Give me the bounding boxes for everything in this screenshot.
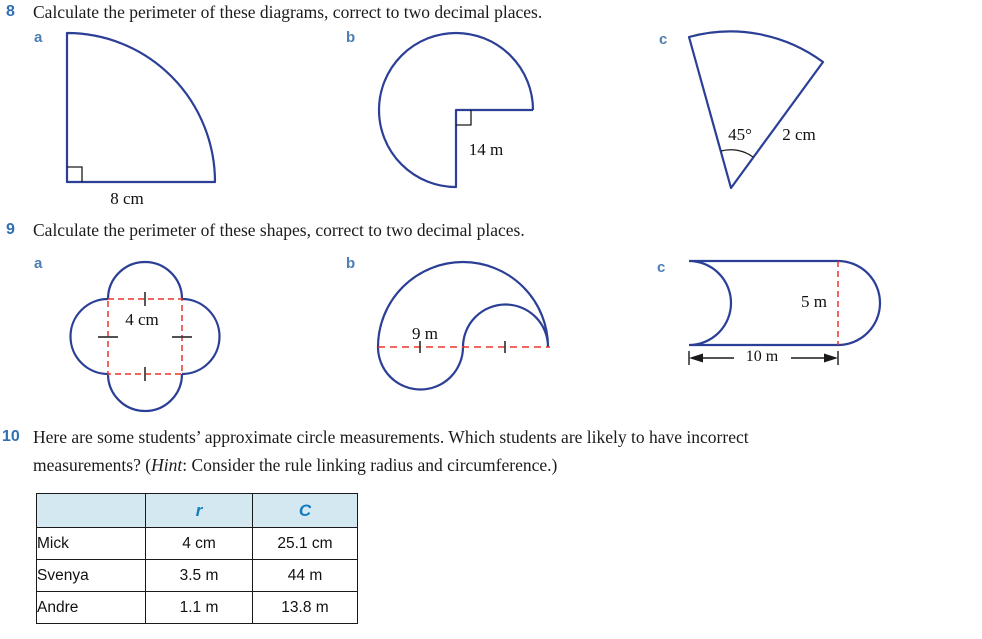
radius-value: 3.5 m <box>146 560 253 592</box>
hint-suffix: : Consider the rule linking radius and circumference.) <box>182 455 558 475</box>
equal-length-ticks <box>98 292 192 381</box>
length-label-9c: 10 m <box>745 348 779 365</box>
table-row <box>37 560 358 592</box>
question-text-line1: Here are some students’ approximate circle measurements. Which students are likely to have incorrect <box>33 427 749 447</box>
hint-word: Hint <box>151 455 183 475</box>
radius-label-8a: 8 cm <box>110 189 144 208</box>
table-row <box>37 528 358 560</box>
diagram-9a-clover <box>71 262 220 411</box>
header-cell-blank <box>37 494 146 528</box>
part-letter-8c: c <box>659 31 668 48</box>
angle-arc-marker <box>721 150 753 157</box>
part-letter-9b: b <box>346 255 356 272</box>
arrowhead-right <box>824 354 838 363</box>
measurements-table <box>36 493 358 624</box>
arrowhead-left <box>689 354 703 363</box>
diagram-8b-three-quarter-circle <box>379 33 533 187</box>
clover-petals <box>71 262 220 411</box>
circumference-value: 25.1 cm <box>253 528 358 560</box>
part-letter-9c: c <box>657 259 666 276</box>
hint-prefix: measurements? ( <box>33 455 152 475</box>
circumference-value: 44 m <box>253 560 358 592</box>
side-label-9a: 4 cm <box>125 310 159 329</box>
question-text: Calculate the perimeter of these diagrams, correct to two decimal places. <box>33 2 543 22</box>
question-text: Calculate the perimeter of these shapes, correct to two decimal places. <box>33 220 525 240</box>
radius-label-8b: 14 m <box>468 140 504 159</box>
radius-value: 4 cm <box>146 528 253 560</box>
sector-shape <box>689 31 823 188</box>
slab-shape <box>689 261 880 345</box>
radius-label-8c: 2 cm <box>782 125 816 144</box>
header-cell-r: r <box>146 494 253 528</box>
question-number: 10 <box>2 428 20 445</box>
width-label-9c: 5 m <box>801 292 827 311</box>
three-quarter-circle-shape <box>379 33 533 187</box>
question-number: 8 <box>6 3 15 20</box>
circumference-value: 13.8 m <box>253 592 358 624</box>
header-cell-c: C <box>253 494 358 528</box>
table-header-row <box>37 494 358 528</box>
part-letter-9a: a <box>34 255 43 272</box>
student-name: Mick <box>37 528 146 560</box>
diagram-8a-quarter-circle <box>67 33 215 182</box>
student-name: Andre <box>37 592 146 624</box>
radius-value: 1.1 m <box>146 592 253 624</box>
angle-label-8c: 45° <box>728 125 752 144</box>
right-angle-marker <box>67 167 82 182</box>
part-letter-8b: b <box>346 29 356 46</box>
part-letter-8a: a <box>34 29 43 46</box>
table-row <box>37 592 358 624</box>
question-number: 9 <box>6 221 15 238</box>
student-name: Svenya <box>37 560 146 592</box>
question-text-line2 <box>33 455 557 476</box>
diameter-label-9b: 9 m <box>412 324 438 343</box>
quarter-circle-shape <box>67 33 215 182</box>
diagram-8c-sector <box>689 31 823 188</box>
right-angle-marker <box>456 110 471 125</box>
